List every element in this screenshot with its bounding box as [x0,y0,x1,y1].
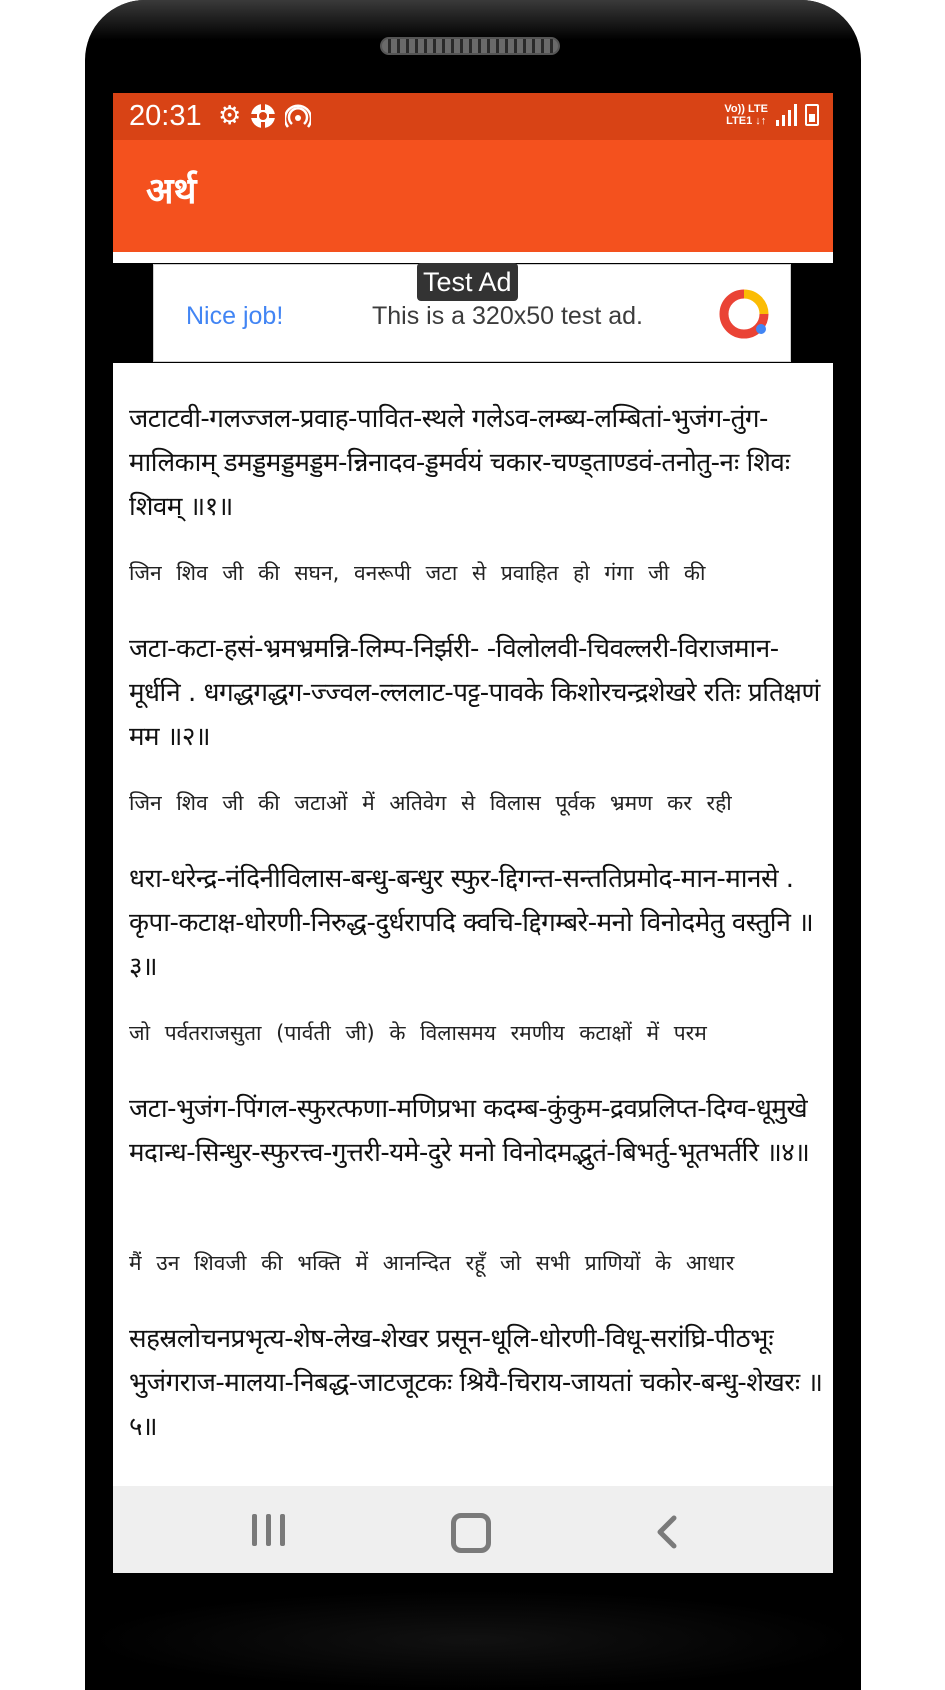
verse-1: जटाटवी-गलज्जल-प्रवाह-पावित-स्थले गलेऽव-लम्ब्य-लम्बितां-भुजंग-तुंग-मालिकाम् डमड्डमड्डमड्डम-न्निनादव-ड्डमर्वयं चकार-चण्ड्ताण्डवं-तनोतु-नः शिवः शिवम् ॥१॥ [129,404,790,522]
ad-headline[interactable]: Nice job! [186,302,284,330]
page-title: अर्थ [146,171,197,212]
phone-top-edge [85,0,861,40]
gear-icon: ⚙ [218,101,242,131]
verse-4-meaning: मैं उन शिवजी की भक्ति में आनन्दित रहूँ जो सभी प्राणियों के आधार [129,1251,735,1275]
verse-3: धरा-धरेन्द्र-नंदिनीविलास-बन्धु-बन्धुर स्फुर-द्दिगन्त-सन्ततिप्रमोद-मान-मानसे . कृपा-कटाक्ष-धोरणी-निरुद्ध-दुर्धरापदि क्वचि-द्दिगम्बरे-मनो विनोदमेतु वस्तुनि ॥३॥ [129,864,814,982]
verse-list[interactable] [113,363,833,1486]
recent-apps-icon-bar [280,1514,285,1546]
status-time: 20:31 [129,100,202,132]
recent-apps-button[interactable] [252,1514,285,1546]
hotspot-icon [285,102,311,136]
system-navigation-bar [113,1486,833,1573]
network-label-bottom: LTE1 ↓↑ [726,115,767,127]
status-bar [113,93,833,140]
admob-logo-icon [719,289,769,339]
verse-2: जटा-कटा-हसं-भ्रमभ्रमन्नि-लिम्प-निर्झरी- -विलोलवी-चिवल्लरी-विराजमान-मूर्धनि . धगद्धगद्धग-ज्ज्वल-ल्ललाट-पट्ट-पावके किशोरचन्द्रशेखरे रतिः प्रतिक्षणं मम ॥२॥ [129,634,820,752]
home-button[interactable] [451,1513,491,1553]
earpiece-speaker [380,37,560,55]
verse-3-meaning: जो पर्वतराजसुता (पार्वती जी) के विलासमय रमणीय कटाक्षों में परम [129,1021,707,1045]
test-ad-label: Test Ad [417,263,518,301]
recent-apps-icon [252,1514,257,1546]
status-notification-icons [218,102,311,136]
verse-5: सहस्रलोचनप्रभृत्य-शेष-लेख-शेखर प्रसून-धूलि-धोरणी-विधू-सरांघ्रि-पीठभूः भुजंगराज-मालया-निबद्ध-जाटजूटकः श्रियै-चिराय-जायतां चकोर-बन्धु-शेखरः ॥५॥ [129,1324,823,1442]
phone-screen [113,93,833,1573]
app-bar [113,140,833,252]
verse-1-meaning: जिन शिव जी की सघन, वनरूपी जटा से प्रवाहित हो गंगा जी की [129,561,706,585]
status-system-icons [724,103,819,127]
chevron-left-icon [660,1518,674,1546]
network-label-top: Vo)) LTE [724,103,768,115]
soccer-ball-icon [249,102,277,136]
back-button[interactable] [650,1512,686,1552]
verse-2-meaning: जिन शिव जी की जटाओं में अतिवेग से विलास पूर्वक भ्रमण कर रही [129,791,732,815]
recent-apps-icon-bar [266,1514,271,1546]
verse-4: जटा-भुजंग-पिंगल-स्फुरत्फणा-मणिप्रभा कदम्ब-कुंकुम-द्रवप्रलिप्त-दिग्व-धूमुखे मदान्ध-सिन्धुर-स्फुरत्त्व-गुत्तरी-यमे-दुरे मनो विनोदमद्भुतं-बिभर्तु-भूतभर्तरि ॥४॥ [129,1094,810,1168]
ad-body-text[interactable]: This is a 320x50 test ad. [372,302,643,330]
signal-strength-icon [776,104,797,126]
battery-icon [805,104,819,126]
network-type-label [724,103,768,127]
phone-bottom-shadow [85,1590,861,1690]
